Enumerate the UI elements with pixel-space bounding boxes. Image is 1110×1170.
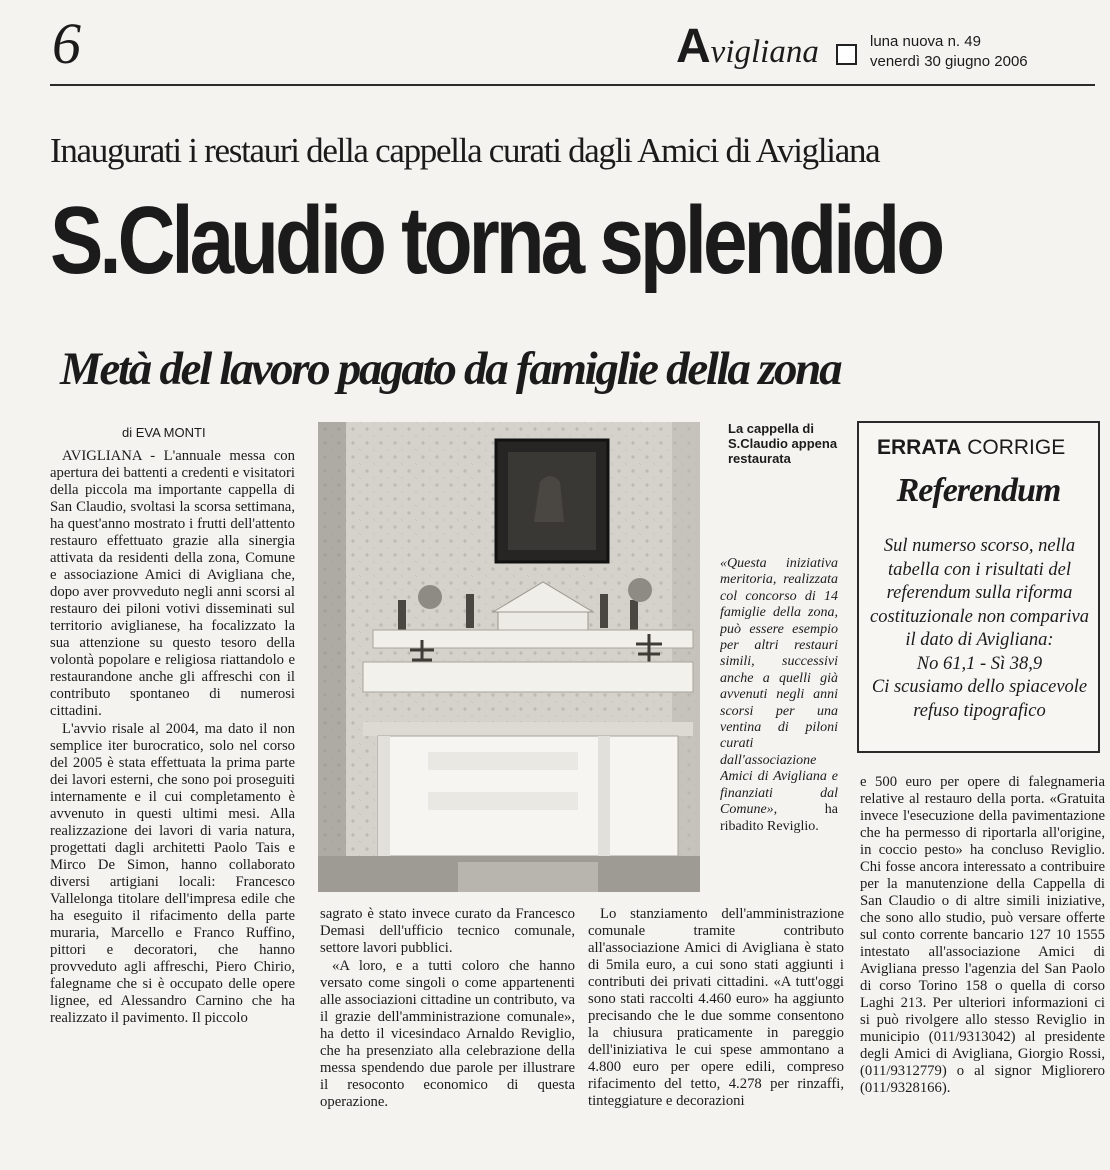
errata-body: [867, 535, 1092, 723]
errata-text: Sul numerso scorso, nella tabella con i risultati del referendum sulla riforma costituzionale non compariva il dato di Avigliana:: [870, 536, 1089, 650]
errata-result: No 61,1 - Sì 38,9: [916, 653, 1043, 674]
section-name: [676, 20, 819, 75]
photo-caption: La cappella di S.Claudio appena restaurata: [728, 421, 838, 466]
issue-date: venerdì 30 giugno 2006: [870, 53, 1028, 70]
paragraph: AVIGLIANA - L'annuale messa con apertura dei battenti a credenti e visitatori della piccola ma importante cappella di San Claudio, svoltasi la scorsa settimana, ha quest'anno mostrato i frutti dell'attento restauro effettuato grazie alla sinergia attivata da residenti della zona, Comune e associazione Amici di Avigliana che, dopo aver provveduto negli anni scorsi al restauro dei piloni votivi disseminati sul territorio aviglianese, ha focalizzato la sua attenzione su questo tesoro della volontà popolare e religiosa riattandolo e restaurandone anche gli affreschi con il contributo spontaneo di numerosi cittadini.: [50, 448, 295, 719]
pull-quote-text: «Questa iniziativa meritoria, realizzata col concorso di 14 famiglie della zona, può essere esempio per altri restauri simili, successivi anche a quelli già avvenuti negli anni scorsi per una ventina di piloni curati dall'associazione Amici di Avigliana e finanziati dal Comune»,: [720, 556, 838, 818]
chapel-photo: [318, 422, 700, 892]
errata-title-bold: ERRATA: [877, 436, 962, 459]
errata-box: [857, 421, 1100, 753]
errata-subtitle: Referendum: [896, 472, 1061, 509]
paragraph: L'avvio risale al 2004, ma dato il non semplice iter burocratico, solo nel corso del 2005 è stata effettuata la prima parte dei lavori esterni, che sono poi proseguiti internamente e il cui completamento è avvenuto in questi ultimi mesi. Alla realizzazione dei lavori di varia natura, progettati dagli architetti Paolo Tais e Mirco De Simon, hanno collaborato diversi artigiani locali: Francesco Vallelonga titolare dell'impresa edile che ha eseguito il rifacimento della parte muraria, Marcello e Franco Ruffino, pittori e decoratori, che hanno provveduto agli affreschi, Piero Chirio, falegname che si è occupato delle opere lignee, ed Alessandro Carnino che ha realizzato il pavimento. Il piccolo: [50, 721, 295, 1026]
article-kicker: Inaugurati i restauri della cappella curati dagli Amici di Avigliana: [50, 131, 880, 170]
article-column-3: [588, 906, 844, 1166]
paragraph: sagrato è stato invece curato da Francesco Demasi dell'ufficio tecnico comunale, settore lavori pubblici.: [320, 906, 575, 956]
article-column-4: [860, 774, 1105, 1166]
chapel-interior-image: [318, 422, 700, 892]
errata-apology: Ci scusiamo dello spiacevole refuso tipografico: [871, 677, 1088, 721]
errata-title-rest: CORRIGE: [961, 436, 1066, 459]
paragraph: e 500 euro per opere di falegnameria relative al restauro della porta. «Gratuita invece l'esecuzione della pavimentazione che ha permesso di riportarla all'origine, in coccio pesto» ha concluso Reviglio. Chi fosse ancora interessato a contribuire per la manutenzione della Cappella di San Claudio o di altre simili iniziative, che sono allo studio, può versare offerte sul conto corrente bancario 127 10 1555 intestato all'associazione Amici di Avigliana presso l'agenzia del San Paolo di corso Torino 158 o quella di corso Laghi 213. Per ulteriori informazioni ci si può rivolgere allo stesso Reviglio in municipio (011/9313042) al presidente degli Amici di Avigliana, Giorgio Rossi, (011/9312779) o al signor Migliorero (011/9328166).: [860, 774, 1105, 1096]
paragraph: «A loro, e a tutti coloro che hanno versato come singoli o come appartenenti alle associazioni cittadine un contributo, va il grazie dell'amministrazione comunale», ha detto il vicesindaco Arnaldo Reviglio, che ha presenziato alla celebrazione della messa spendendo due parole per illustrare il resoconto economico di questa operazione.: [320, 958, 575, 1110]
article-headline: S.Claudio torna splendido: [50, 186, 942, 294]
section-name-rest: vigliana: [710, 34, 819, 70]
section-initial: A: [676, 20, 711, 73]
pull-quote: [720, 556, 838, 896]
article-subheadline: Metà del lavoro pagato da famiglie della zona: [60, 343, 841, 395]
byline: di EVA MONTI: [122, 425, 206, 440]
errata-title: [877, 435, 1065, 461]
page-number: 6: [52, 11, 81, 76]
pull-quote-attribution: ha ribadito Reviglio.: [720, 802, 838, 834]
header-divider: [50, 84, 1095, 86]
issue-info: [870, 32, 1028, 72]
newspaper-issue: luna nuova n. 49: [870, 33, 981, 50]
article-column-2: [320, 906, 575, 1166]
article-column-1: [50, 448, 295, 1166]
paragraph: Lo stanziamento dell'amministrazione comunale tramite contributo all'associazione Amici di Avigliana è stato di 5mila euro, a cui sono stati aggiunti i contributi dei privati cittadini. «A tutt'oggi sono stati raccolti 4.460 euro» ha aggiunto precisando che le due somme consentono la chiusura praticamente in pareggio dell'iniziativa le cui spese ammontano a 4.800 euro per opere edili, compreso rifacimento del tetto, 4.278 per rinzaffi, tinteggiature e decorazioni: [588, 906, 844, 1109]
masthead-square-icon: [836, 44, 857, 65]
